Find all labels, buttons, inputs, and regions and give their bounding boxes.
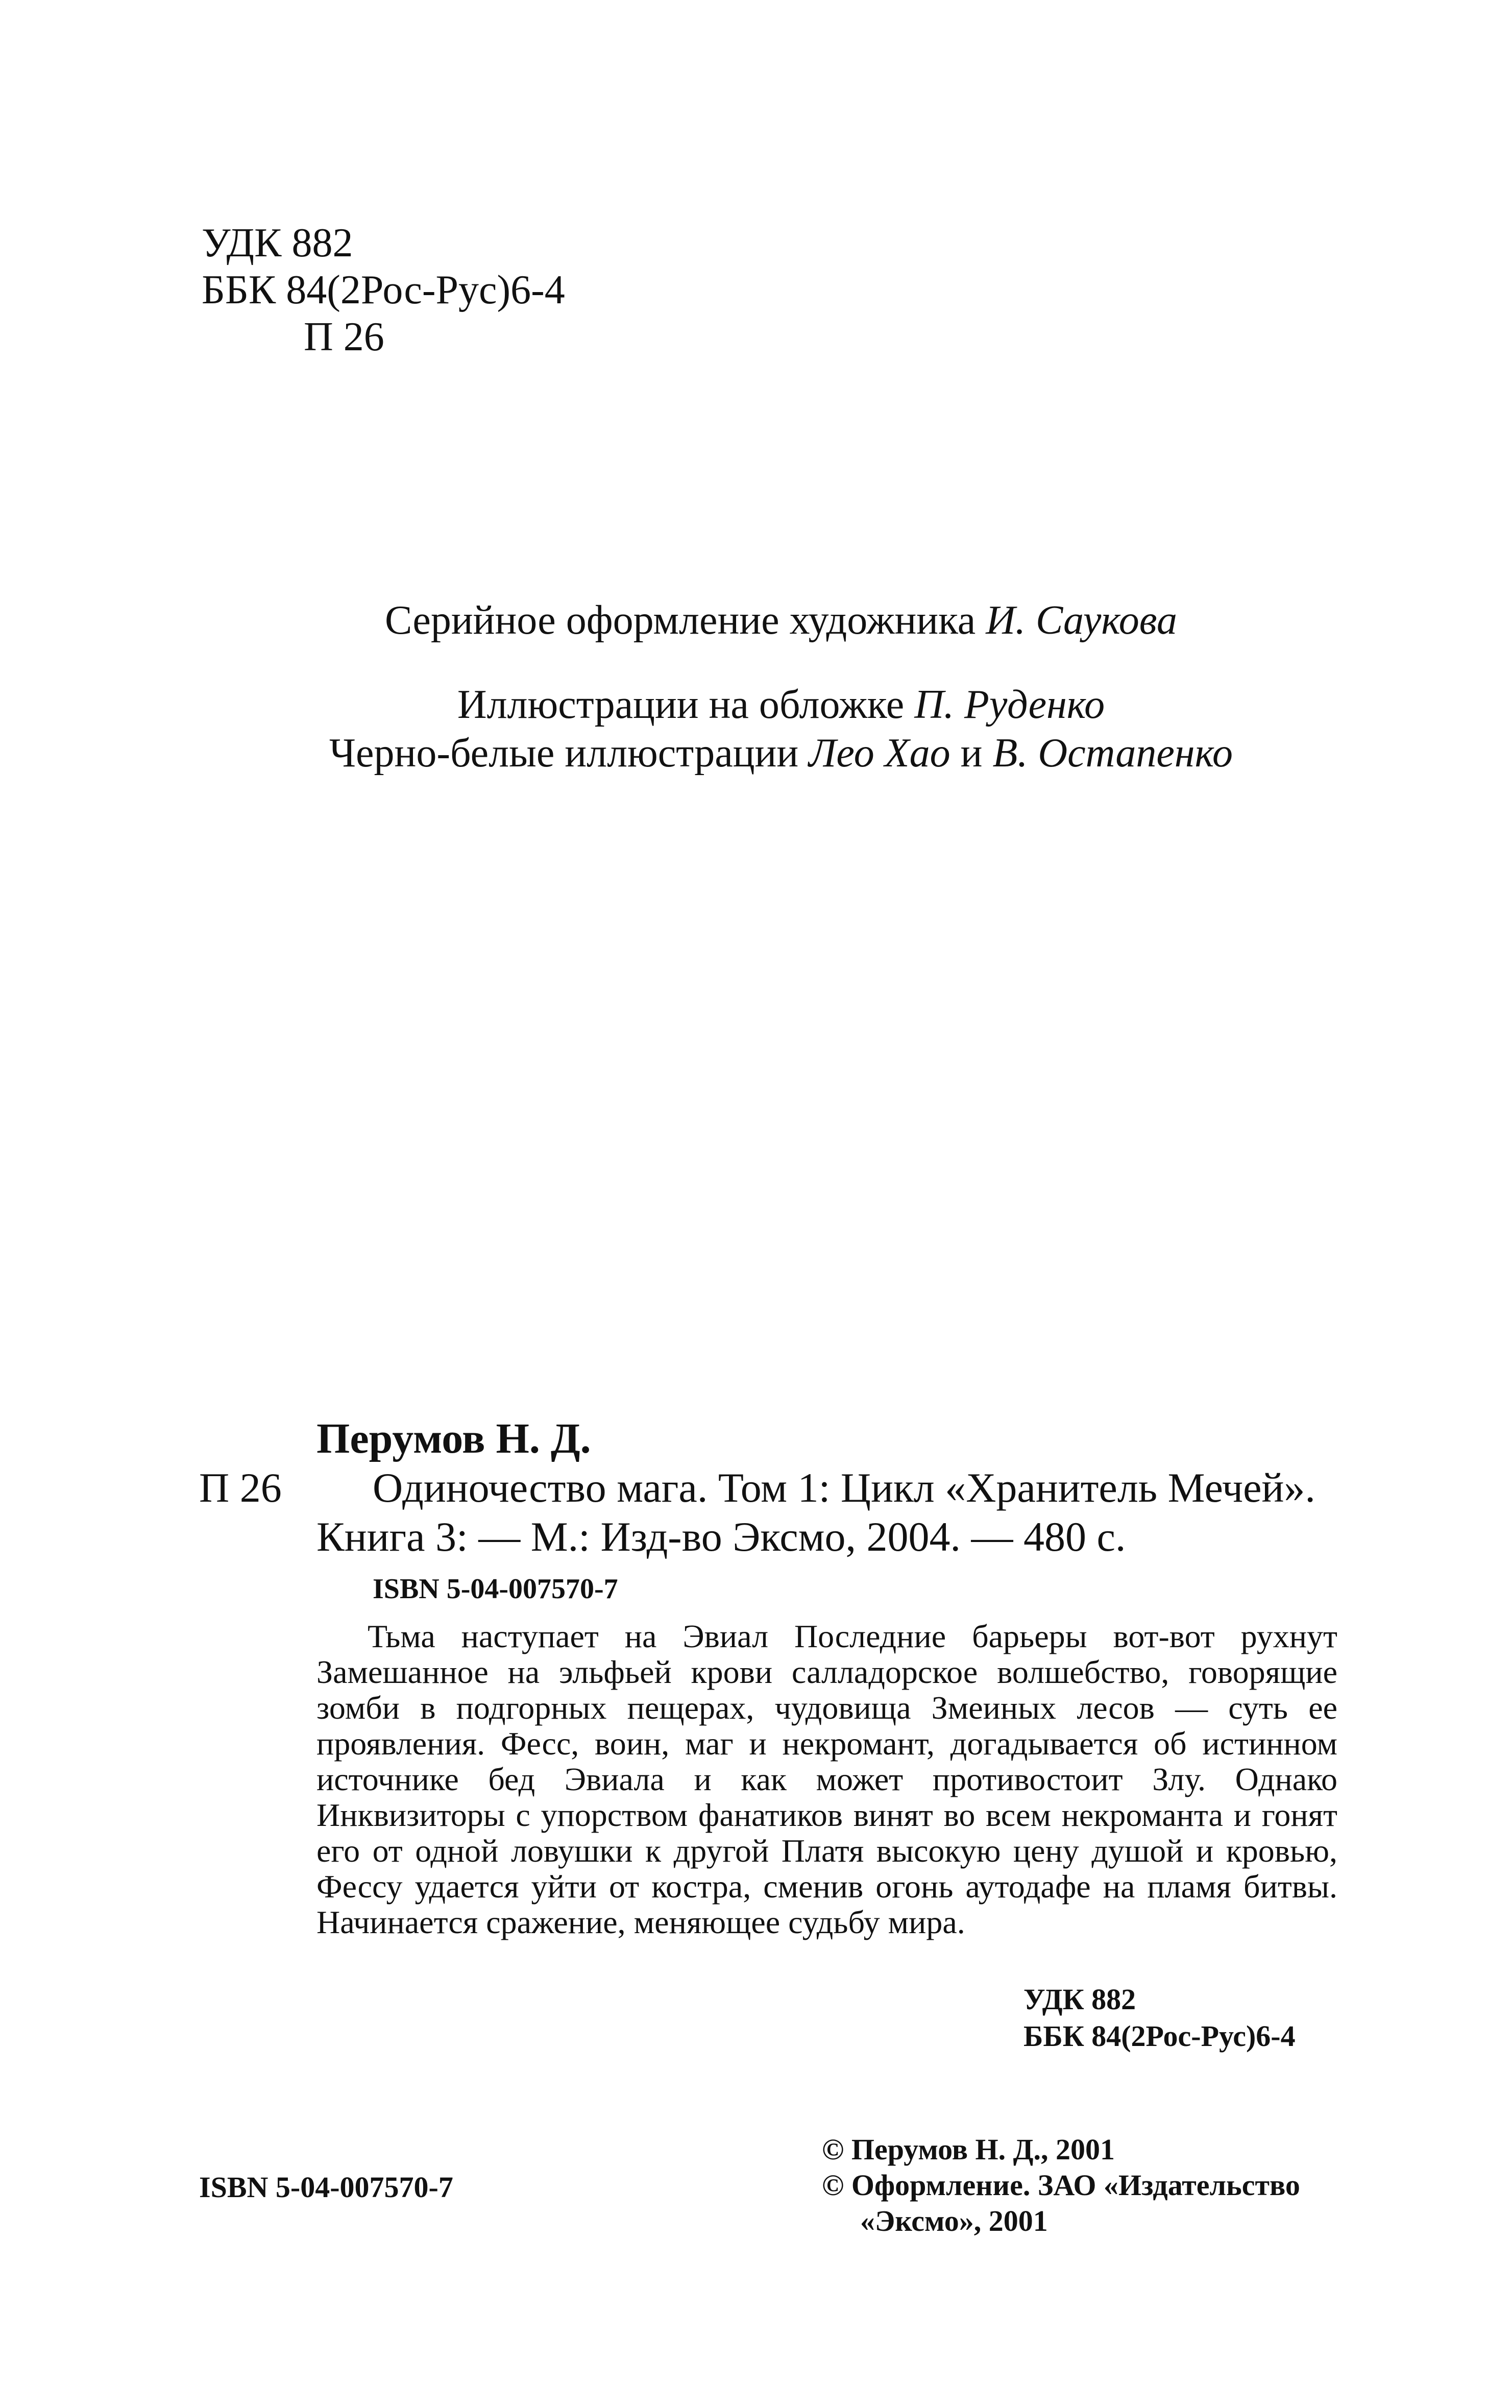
cover-illustration-label: Иллюстрации на обложке (457, 682, 915, 727)
entry-title-line-1: Одиночество мага. Том 1: Цикл «Хранитель Мечей». (373, 1464, 1315, 1511)
bottom-bbk-code: ББК 84(2Рос-Рус)6-4 (1023, 2019, 1296, 2053)
series-design-label: Серийное оформление художника (385, 598, 986, 643)
cover-illustration-credit (0, 679, 1512, 730)
bw-illustration-credit (0, 728, 1512, 779)
entry-isbn: ISBN 5-04-007570-7 (373, 1573, 618, 1605)
top-classification-codes (202, 220, 565, 360)
entry-title-line-2: Книга 3: — М.: Изд-во Эксмо, 2004. — 480 с. (316, 1513, 1126, 1560)
bbk-code: ББК 84(2Рос-Рус)6-4 (202, 268, 565, 312)
series-design-credit (0, 595, 1512, 646)
bottom-isbn: ISBN 5-04-007570-7 (199, 2171, 453, 2204)
bottom-udk-code: УДК 882 (1023, 1983, 1136, 2016)
bw-illustration-and: и (950, 731, 993, 776)
entry-author: Перумов Н. Д. (316, 1415, 591, 1462)
udk-code: УДК 882 (202, 221, 353, 266)
bw-illustration-artist-2: В. Остапенко (992, 731, 1233, 776)
series-design-artist: И. Саукова (986, 598, 1177, 643)
bw-illustration-label: Черно-белые иллюстрации (329, 731, 809, 776)
entry-abstract (316, 1619, 1337, 1940)
entry-author-mark: П 26 (199, 1464, 282, 1511)
bw-illustration-artist-1: Лео Хао (809, 731, 950, 776)
copyright-author: © Перумов Н. Д., 2001 (822, 2133, 1115, 2166)
copyright-design-cont: «Эксмо», 2001 (860, 2204, 1048, 2237)
copyright-design: © Оформление. ЗАО «Издательство (822, 2169, 1300, 2202)
bottom-classification-codes (1023, 1981, 1296, 2055)
author-mark-code: П 26 (304, 315, 384, 359)
bibliographic-entry (316, 1414, 1315, 1561)
abstract-text: Тьма наступает на Эвиал Последние барьеры вот-вот рухнут Замешанное на эльфьей крови салладорское волшебство, говорящие зомби в подгорных пещерах, чудовища Змеиных лесов — суть ее проявления. Фесс, воин, маг и некромант, догадывается об истинном источнике бед Эвиала и как может противостоит Злу. Однако Инквизиторы с упорством фанатиков винят во всем некроманта и гонят его от одной ловушки к другой Платя высокую цену душой и кровью, Фессу удается уйти от костра, сменив огонь аутодафе на пламя битвы. Начинается сражение, меняющее судьбу мира. (316, 1618, 1337, 1940)
copyright-block (822, 2132, 1300, 2239)
cover-illustration-artist: П. Руденко (914, 682, 1105, 727)
